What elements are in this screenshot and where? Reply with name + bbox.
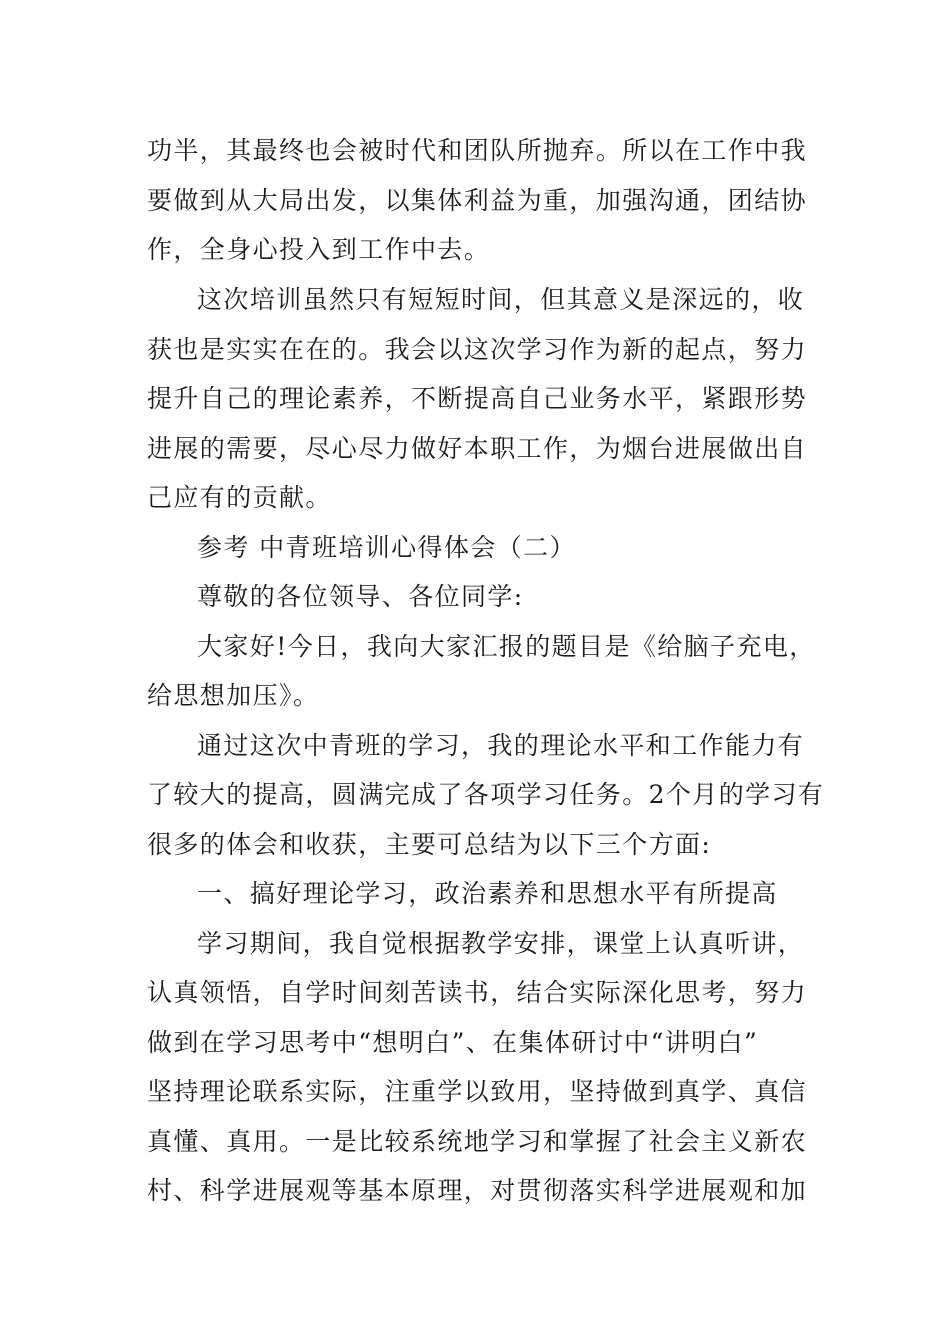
text-line: 很多的体会和收获，主要可总结为以下三个方面:	[147, 830, 712, 859]
text-line: 了较大的提高，圆满完成了各项学习任务。2个月的学习有	[147, 780, 825, 809]
paragraph-start-line: 学习期间，我自觉根据教学安排，课堂上认真听讲，	[197, 929, 805, 958]
paragraph-start-line: 大家好!今日，我向大家汇报的题目是《给脑子充电，	[197, 632, 816, 661]
text-line: 己应有的贡献。	[147, 483, 332, 512]
text-line: 功半，其最终也会被时代和团队所抛弃。所以在工作中我	[147, 136, 808, 165]
section-heading: 参考 中青班培训心得体会（二）	[197, 533, 576, 562]
paragraph-start-line: 这次培训虽然只有短短时间，但其意义是深远的，收	[197, 285, 805, 314]
text-line: 获也是实实在在的。我会以这次学习作为新的起点，努力	[147, 335, 808, 364]
text-line: 给思想加压》。	[147, 681, 320, 710]
subheading-line: 一、搞好理论学习，政治素养和思想水平有所提高	[197, 879, 778, 908]
text-line: 进展的需要，尽心尽力做好本职工作，为烟台进展做出自	[147, 434, 808, 463]
paragraph-start-line: 通过这次中青班的学习，我的理论水平和工作能力有	[197, 731, 805, 760]
text-line: 认真领悟，自学时间刻苦读书，结合实际深化思考，努力	[147, 978, 808, 1007]
text-line: 村、科学进展观等基本原理，对贯彻落实科学进展观和加	[147, 1176, 808, 1205]
text-line: 作，全身心投入到工作中去。	[147, 235, 491, 264]
salutation-line: 尊敬的各位领导、各位同学:	[197, 582, 524, 611]
text-line: 坚持理论联系实际，注重学以致用，坚持做到真学、真信	[147, 1077, 808, 1106]
text-line: 真懂、真用。一是比较系统地学习和掌握了社会主义新农	[147, 1127, 808, 1156]
text-line: 做到在学习思考中“想明白”、在集体研讨中“讲明白”	[147, 1028, 759, 1057]
text-line: 提升自己的理论素养，不断提高自己业务水平，紧跟形势	[147, 384, 808, 413]
text-line: 要做到从大局出发，以集体利益为重，加强沟通，团结协	[147, 186, 808, 215]
